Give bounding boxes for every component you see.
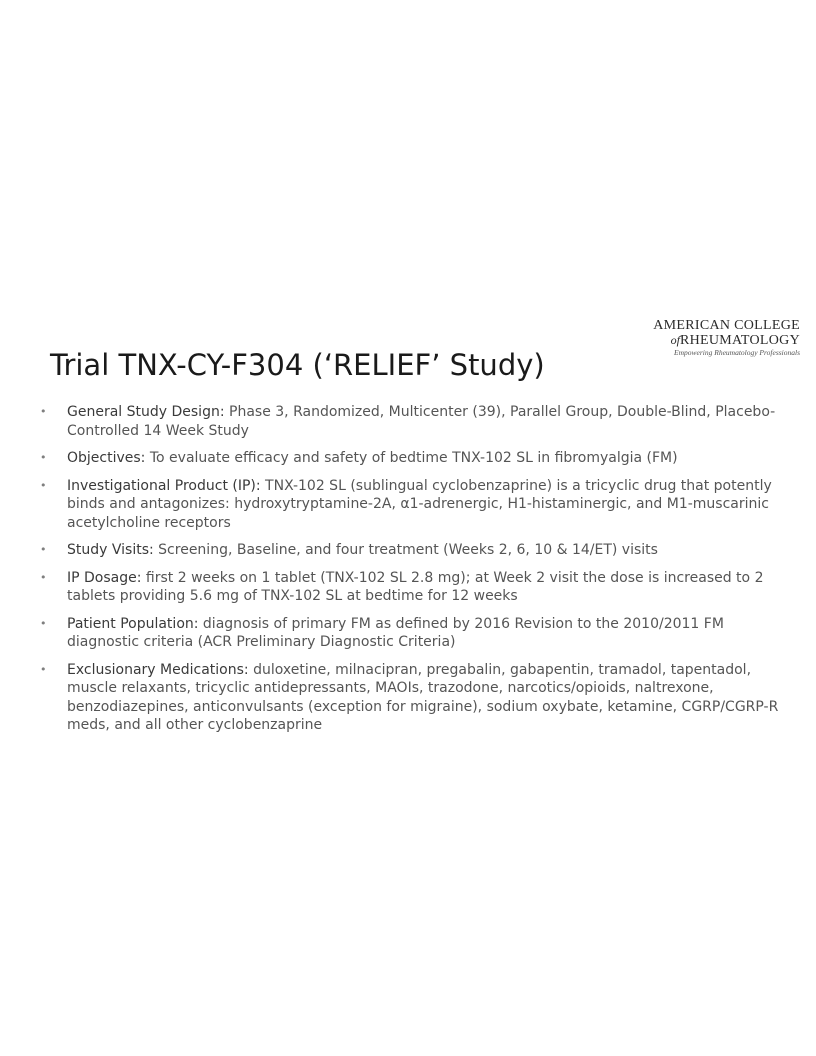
bullet-item <box>40 541 780 560</box>
bullet-text: diagnosis of primary FM as defined by 2016 Revision to the 2010/2011 FM diagnostic criteria (ACR Preliminary Diagnostic Criteria) <box>67 615 724 650</box>
bullet-marker: • <box>40 451 47 464</box>
bullet-marker: • <box>40 570 47 584</box>
bullet-item <box>40 403 780 440</box>
bullet-marker: • <box>40 662 47 676</box>
logo-line-1: AMERICAN COLLEGE <box>653 318 800 333</box>
bullet-text: TNX-102 SL (sublingual cyclobenzaprine) is a tricyclic drug that potently binds and antagonizes: hydroxytryptamine-2A, α1-adrenergic, H1-histaminergic, and M1-muscarinic acetylcholine receptors <box>67 477 772 531</box>
logo-tagline: Empowering Rheumatology Professionals <box>674 348 800 357</box>
bullet-list <box>40 403 780 744</box>
bullet-item <box>40 661 780 735</box>
bullet-item <box>40 615 780 652</box>
bullet-label: Objectives: <box>67 450 146 466</box>
bullet-text: Screening, Baseline, and four treatment (Weeks 2, 6, 10 & 14/ET) visits <box>153 542 658 558</box>
bullet-label: Investigational Product (IP): <box>67 477 261 494</box>
bullet-item <box>40 477 780 533</box>
logo-rheumatology: RHEUMATOLOGY <box>679 333 800 348</box>
acr-logo <box>630 318 800 358</box>
slide <box>0 300 816 760</box>
logo-line-2 <box>630 333 800 348</box>
bullet-label: IP Dosage: <box>67 569 142 586</box>
logo-of: of <box>670 333 680 347</box>
bullet-label: Study Visits: <box>67 542 154 558</box>
bullet-text: first 2 weeks on 1 tablet (TNX-102 SL 2.8 mg); at Week 2 visit the dose is increased to 2 tablets providing 5.6 mg of TNX-102 SL at bedtime for 12 weeks <box>67 569 764 604</box>
slide-title: Trial TNX-CY-F304 (‘RELIEF’ Study) <box>50 348 545 382</box>
bullet-marker: • <box>40 478 47 492</box>
bullet-marker: • <box>40 616 47 630</box>
bullet-item <box>40 569 780 606</box>
bullet-item <box>40 449 780 468</box>
bullet-label: General Study Design: <box>67 404 225 420</box>
bullet-marker: • <box>40 543 47 556</box>
bullet-label: Exclusionary Medications: <box>67 661 249 678</box>
bullet-text: To evaluate efficacy and safety of bedtime TNX-102 SL in fibromyalgia (FM) <box>145 450 678 466</box>
bullet-text: Phase 3, Randomized, Multicenter (39), Parallel Group, Double-Blind, Placebo-Controlled 14 Week Study <box>67 404 776 439</box>
bullet-label: Patient Population: <box>67 615 199 632</box>
bullet-text: duloxetine, milnacipran, pregabalin, gabapentin, tramadol, tapentadol, muscle relaxants, tricyclic antidepressants, MAOIs, trazodone, narcotics/opioids, naltrexone, benzodiazepines, anticonvulsants (exception for migraine), sodium oxybate, ketamine, CGRP/CGRP-R meds, and all other cyclobenzaprine <box>67 661 779 733</box>
bullet-marker: • <box>40 405 47 418</box>
